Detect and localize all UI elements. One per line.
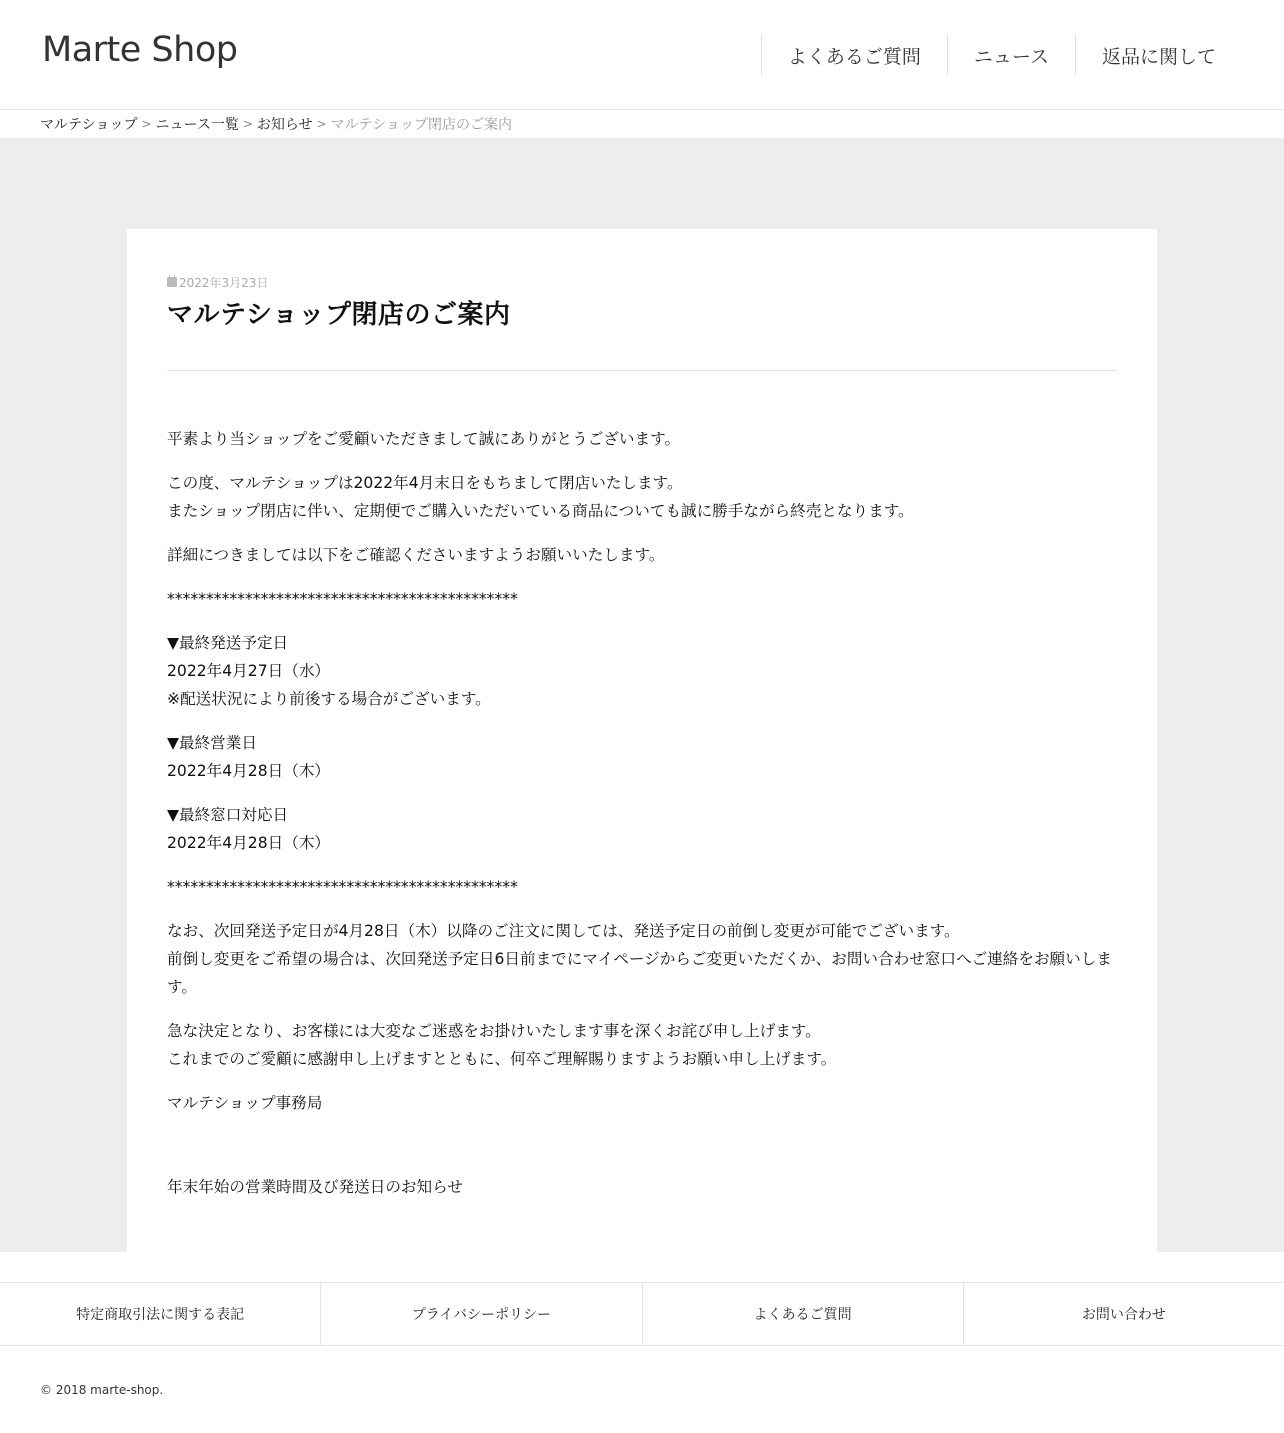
- breadcrumb: [0, 110, 1284, 138]
- site-logo[interactable]: Marte Shop: [42, 30, 238, 70]
- breadcrumb-separator: >: [141, 117, 152, 131]
- article-line: 2022年4月28日（木）: [167, 762, 331, 780]
- article-paragraph: [167, 585, 1117, 613]
- copyright: © 2018 marte-shop.: [40, 1383, 164, 1397]
- article-paragraph: [167, 1089, 1117, 1117]
- article-line: 詳細につきましては以下をご確認くださいますようお願いいたします。: [167, 546, 665, 564]
- article-line: ▼最終窓口対応日: [167, 806, 289, 824]
- article-line: 2022年4月27日（水）: [167, 662, 331, 680]
- article: [127, 229, 1157, 1252]
- article-line: この度、マルテショップは2022年4月末日をもちまして閉店いたします。: [167, 474, 683, 492]
- article-paragraph: [167, 801, 1117, 857]
- article-paragraph: [167, 629, 1117, 713]
- footer-nav: [0, 1282, 1284, 1346]
- nav-item-news[interactable]: ニュース: [947, 34, 1075, 76]
- article-paragraph: [167, 873, 1117, 901]
- article-line: マルテショップ事務局: [167, 1094, 323, 1112]
- breadcrumb-separator: >: [242, 117, 253, 131]
- title-divider: [167, 370, 1117, 371]
- footer-link-legal-notice[interactable]: 特定商取引法に関する表記: [76, 1307, 245, 1323]
- article-paragraph: [167, 1017, 1117, 1073]
- article-line: 平素より当ショップをご愛顧いただきまして誠にありがとうございます。: [167, 430, 681, 448]
- article-line: *********************************************: [167, 590, 518, 608]
- article-body: [167, 425, 1117, 1117]
- footer-link-contact[interactable]: お問い合わせ: [963, 1283, 1284, 1345]
- footer-link-faq[interactable]: よくあるご質問: [642, 1283, 963, 1345]
- article-line: これまでのご愛顧に感謝申し上げますとともに、何卒ご理解賜りますようお願い申し上げます。: [167, 1050, 837, 1068]
- nav-item-returns[interactable]: 返品に関して: [1075, 34, 1242, 76]
- article-line: 急な決定となり、お客様には大変なご迷惑をお掛けいたします事を深くお詫び申し上げます。: [167, 1022, 821, 1040]
- calendar-icon: [167, 277, 177, 287]
- article-paragraph: [167, 729, 1117, 785]
- article-date: 2022年3月23日: [179, 275, 269, 290]
- global-nav: [761, 34, 1242, 76]
- article-title: マルテショップ閉店のご案内: [167, 300, 511, 330]
- article-line: ▼最終発送予定日: [167, 634, 289, 652]
- breadcrumb-current: マルテショップ閉店のご案内: [330, 117, 512, 133]
- article-line: 前倒し変更をご希望の場合は、次回発送予定日6日前までにマイページからご変更いただくか、お問い合わせ窓口へご連絡をお願いします。: [167, 950, 1112, 996]
- breadcrumb-separator: >: [316, 117, 327, 131]
- article-line: ※配送状況により前後する場合がございます。: [167, 690, 491, 708]
- article-paragraph: [167, 917, 1117, 1001]
- article-line: またショップ閉店に伴い、定期便でご購入いただいている商品についても誠に勝手ながら終売となります。: [167, 502, 914, 520]
- article-line: なお、次回発送予定日が4月28日（木）以降のご注文に関しては、発送予定日の前倒し変更が可能でございます。: [167, 922, 960, 940]
- nav-item-faq[interactable]: よくあるご質問: [761, 34, 947, 76]
- breadcrumb-news-list[interactable]: ニュース一覧: [155, 117, 239, 133]
- breadcrumb-home[interactable]: マルテショップ: [40, 117, 138, 133]
- article-paragraph: [167, 541, 1117, 569]
- site-header: [0, 0, 1284, 110]
- article-line: *********************************************: [167, 878, 518, 896]
- article-meta: [167, 275, 1117, 289]
- breadcrumb-notices[interactable]: お知らせ: [256, 117, 313, 133]
- main-area: [0, 138, 1284, 1252]
- article-line: 2022年4月28日（木）: [167, 834, 331, 852]
- article-line: ▼最終営業日: [167, 734, 257, 752]
- footer-link-privacy-policy[interactable]: プライバシーポリシー: [320, 1283, 641, 1345]
- article-paragraph: [167, 469, 1117, 525]
- article-paragraph: [167, 425, 1117, 453]
- next-article-link[interactable]: 年末年始の営業時間及び発送日のお知らせ: [167, 1178, 463, 1196]
